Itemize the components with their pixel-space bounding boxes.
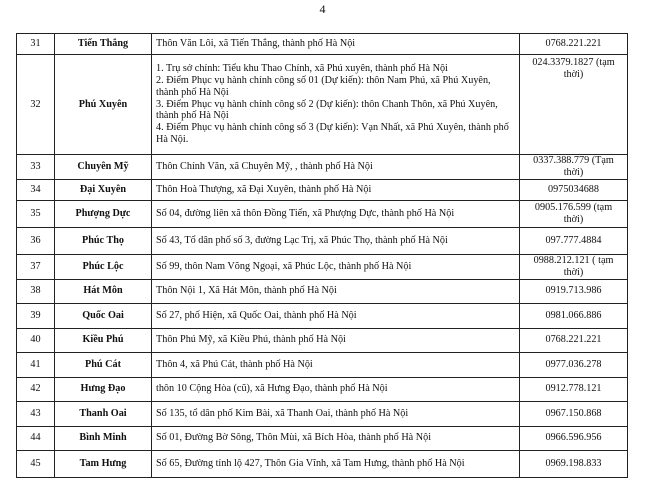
phone-number: 0768.221.221 xyxy=(520,328,628,352)
table-row xyxy=(17,328,628,352)
commune-name: Tiến Thắng xyxy=(55,34,152,55)
phone-number: 0977.036.278 xyxy=(520,352,628,377)
office-address xyxy=(152,179,520,200)
row-number: 43 xyxy=(17,401,55,426)
row-number: 45 xyxy=(17,450,55,477)
phone-number: 097.777.4884 xyxy=(520,227,628,254)
table-row xyxy=(17,450,628,477)
phone-number: 0988.212.121 ( tạm thời) xyxy=(520,254,628,279)
table-body xyxy=(17,34,628,478)
office-address xyxy=(152,426,520,450)
office-address xyxy=(152,227,520,254)
address-line: Số 27, phố Hiện, xã Quốc Oai, thành phố Hà Nội xyxy=(156,309,357,321)
table-row xyxy=(17,352,628,377)
page-number: 4 xyxy=(319,2,326,16)
table-row xyxy=(17,303,628,328)
row-number: 35 xyxy=(17,200,55,227)
table-row xyxy=(17,227,628,254)
office-address xyxy=(152,200,520,227)
commune-name: Kiều Phú xyxy=(55,328,152,352)
address-line: Số 135, tổ dân phố Kim Bài, xã Thanh Oai, thành phố Hà Nội xyxy=(156,407,409,419)
phone-number: 0912.778.121 xyxy=(520,377,628,401)
address-line: 2. Điểm Phục vụ hành chính công số 01 (Dự kiến): thôn Nam Phú, xã Phú Xuyên, thành phố Hà Nội xyxy=(156,74,491,98)
address-line: 3. Điểm Phục vụ hành chính công số 2 (Dự kiến): thôn Chanh Thôn, xã Phú Xuyên, thành phố Hà Nội xyxy=(156,98,498,122)
commune-name: Hưng Đạo xyxy=(55,377,152,401)
table-row xyxy=(17,401,628,426)
row-number: 38 xyxy=(17,279,55,303)
row-number: 33 xyxy=(17,155,55,180)
table-row xyxy=(17,254,628,279)
row-number: 31 xyxy=(17,34,55,55)
commune-name: Tam Hưng xyxy=(55,450,152,477)
table-row xyxy=(17,155,628,180)
commune-name: Phượng Dực xyxy=(55,200,152,227)
commune-name: Đại Xuyên xyxy=(55,179,152,200)
phone-number: 0905.176.599 (tạm thời) xyxy=(520,200,628,227)
address-line: 4. Điểm Phục vụ hành chính công số 3 (Dự kiến): Vạn Nhất, xã Phú Xuyên, thành phố Hà Nội. xyxy=(156,122,509,146)
address-line: Số 99, thôn Nam Võng Ngoại, xã Phúc Lộc, thành phố Hà Nội xyxy=(156,260,412,272)
row-number: 36 xyxy=(17,227,55,254)
address-line: Thôn Văn Lôi, xã Tiến Thắng, thành phố Hà Nội xyxy=(156,38,356,50)
office-address xyxy=(152,34,520,55)
phone-number: 0768.221.221 xyxy=(520,34,628,55)
row-number: 34 xyxy=(17,179,55,200)
address-line: 1. Trụ sở chính: Tiểu khu Thao Chính, xã Phú xuyên, thành phố Hà Nội xyxy=(156,62,448,74)
row-number: 40 xyxy=(17,328,55,352)
commune-name: Bình Minh xyxy=(55,426,152,450)
address-line: Thôn Phú Mỹ, xã Kiều Phú, thành phố Hà Nội xyxy=(156,334,346,346)
address-line: Thôn Hoà Thượng, xã Đại Xuyên, thành phố Hà Nội xyxy=(156,183,372,195)
row-number: 32 xyxy=(17,55,55,155)
table-row xyxy=(17,279,628,303)
row-number: 39 xyxy=(17,303,55,328)
commune-name: Hát Môn xyxy=(55,279,152,303)
address-line: Số 43, Tổ dân phố số 3, đường Lạc Trị, xã Phúc Thọ, thành phố Hà Nội xyxy=(156,234,448,246)
commune-name: Phúc Lộc xyxy=(55,254,152,279)
office-address xyxy=(152,328,520,352)
phone-number: 0337.388.779 (Tạm thời) xyxy=(520,155,628,180)
phone-number: 0975034688 xyxy=(520,179,628,200)
phone-number: 0981.066.886 xyxy=(520,303,628,328)
office-address xyxy=(152,254,520,279)
commune-name: Thanh Oai xyxy=(55,401,152,426)
phone-number: 0919.713.986 xyxy=(520,279,628,303)
office-address xyxy=(152,401,520,426)
phone-number: 0966.596.956 xyxy=(520,426,628,450)
commune-name: Phú Xuyên xyxy=(55,55,152,155)
table-row xyxy=(17,377,628,401)
office-directory-table xyxy=(16,33,628,478)
office-address xyxy=(152,55,520,155)
commune-name: Phú Cát xyxy=(55,352,152,377)
table-row xyxy=(17,179,628,200)
office-address xyxy=(152,155,520,180)
row-number: 42 xyxy=(17,377,55,401)
address-line: Số 01, Đường Bờ Sông, Thôn Mùi, xã Bích Hòa, thành phố Hà Nội xyxy=(156,432,432,444)
phone-number: 0969.198.833 xyxy=(520,450,628,477)
commune-name: Chuyên Mỹ xyxy=(55,155,152,180)
office-address xyxy=(152,303,520,328)
address-line: thôn 10 Cộng Hòa (cũ), xã Hưng Đạo, thành phố Hà Nội xyxy=(156,383,388,395)
address-line: Số 65, Đường tỉnh lộ 427, Thôn Gia Vĩnh, xã Tam Hưng, thành phố Hà Nội xyxy=(156,457,465,469)
row-number: 44 xyxy=(17,426,55,450)
office-address xyxy=(152,352,520,377)
office-address xyxy=(152,377,520,401)
address-line: Số 04, đường liên xã thôn Đồng Tiến, xã Phượng Dực, thành phố Hà Nội xyxy=(156,207,455,219)
address-line: Thôn Chính Văn, xã Chuyên Mỹ, , thành phố Hà Nội xyxy=(156,160,373,172)
commune-name: Phúc Thọ xyxy=(55,227,152,254)
table-row xyxy=(17,55,628,155)
table-row xyxy=(17,200,628,227)
row-number: 37 xyxy=(17,254,55,279)
table-row xyxy=(17,34,628,55)
office-address xyxy=(152,450,520,477)
address-line: Thôn Nội 1, Xã Hát Môn, thành phố Hà Nội xyxy=(156,285,337,297)
commune-name: Quốc Oai xyxy=(55,303,152,328)
phone-number: 024.3379.1827 (tạm thời) xyxy=(520,55,628,155)
office-address xyxy=(152,279,520,303)
row-number: 41 xyxy=(17,352,55,377)
address-line: Thôn 4, xã Phú Cát, thành phố Hà Nội xyxy=(156,358,313,370)
table-row xyxy=(17,426,628,450)
phone-number: 0967.150.868 xyxy=(520,401,628,426)
